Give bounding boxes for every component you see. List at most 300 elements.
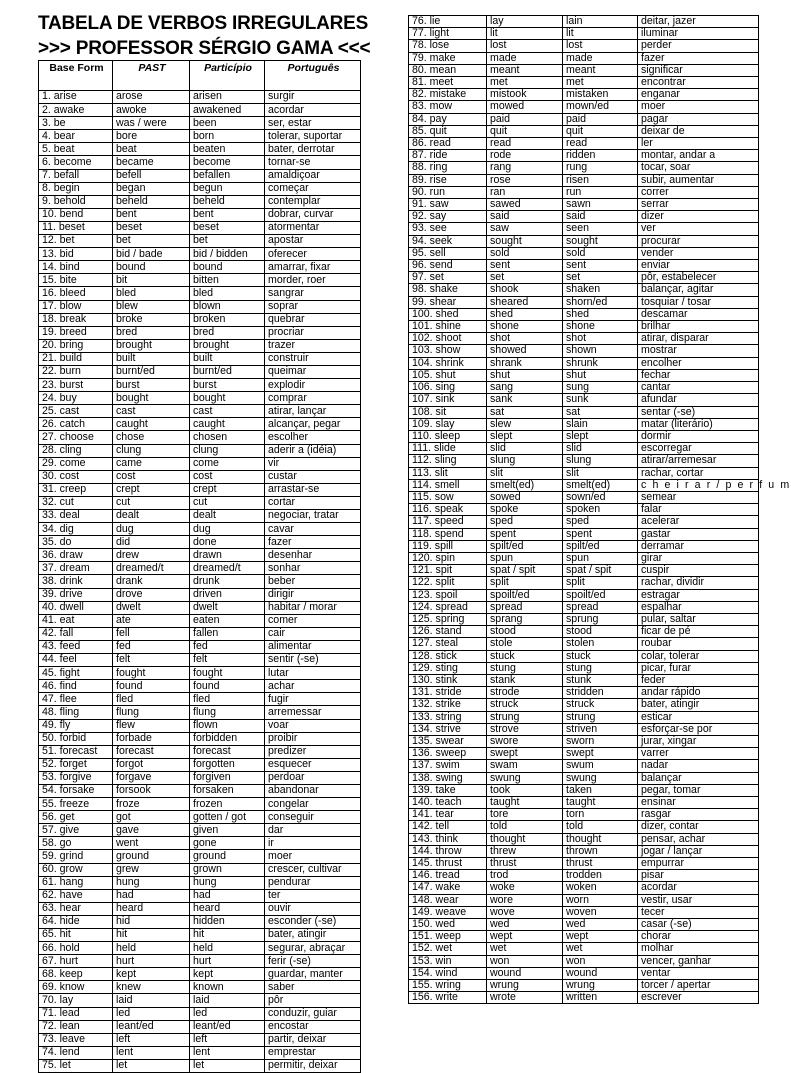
verb-base-form: 18. break: [39, 313, 113, 326]
verb-portuguese: comprar: [265, 392, 361, 405]
verb-base-form: 111. slide: [409, 443, 487, 455]
verb-base-form: 147. wake: [409, 882, 487, 894]
verb-base-form: 46. find: [39, 680, 113, 693]
verb-past: beheld: [113, 195, 190, 208]
verb-base-form: 58. go: [39, 837, 113, 850]
table-row: [39, 248, 361, 261]
verb-participle: wept: [563, 931, 638, 943]
verb-participle: slept: [563, 430, 638, 442]
verb-past: clung: [113, 444, 190, 457]
table-row: [39, 313, 361, 326]
verb-base-form: 153. win: [409, 955, 487, 967]
verb-past: did: [113, 536, 190, 549]
verb-portuguese: sangrar: [265, 287, 361, 300]
verb-portuguese: pular, saltar: [638, 613, 759, 625]
verb-past: forgave: [113, 771, 190, 784]
verb-participle: slain: [563, 418, 638, 430]
table-row: [39, 274, 361, 287]
verb-base-form: 8. begin: [39, 182, 113, 195]
table-row: [409, 931, 759, 943]
verb-participle: fed: [190, 640, 265, 653]
verb-portuguese: rasgar: [638, 809, 759, 821]
verb-base-form: 140. teach: [409, 797, 487, 809]
verb-base-form: 6. become: [39, 156, 113, 169]
table-row: [39, 1059, 361, 1072]
verb-past: slept: [487, 430, 563, 442]
verb-participle: lit: [563, 28, 638, 40]
verb-participle: spoilt/ed: [563, 589, 638, 601]
verb-base-form: 154. wind: [409, 967, 487, 979]
verb-base-form: 66. hold: [39, 942, 113, 955]
verb-participle: lent: [190, 1046, 265, 1059]
verb-portuguese: explodir: [265, 379, 361, 392]
verb-participle: mistaken: [563, 89, 638, 101]
verb-portuguese: molhar: [638, 943, 759, 955]
table-row: [409, 357, 759, 369]
verb-base-form: 23. burst: [39, 379, 113, 392]
table-row: [39, 994, 361, 1007]
verb-portuguese: lutar: [265, 667, 361, 680]
verb-past: read: [487, 138, 563, 150]
table-row: [409, 28, 759, 40]
verb-base-form: 1. arise: [39, 91, 113, 104]
verb-participle: forbidden: [190, 732, 265, 745]
verb-past: paid: [487, 113, 563, 125]
verb-base-form: 79. make: [409, 52, 487, 64]
verb-portuguese: começar: [265, 182, 361, 195]
verb-portuguese: ler: [638, 138, 759, 150]
table-row: [409, 601, 759, 613]
table-row: [39, 719, 361, 732]
verb-base-form: 122. split: [409, 577, 487, 589]
verb-base-form: 126. stand: [409, 626, 487, 638]
verb-base-form: 17. blow: [39, 300, 113, 313]
verb-past: bid / bade: [113, 248, 190, 261]
verb-portuguese: encolher: [638, 357, 759, 369]
verb-past: began: [113, 182, 190, 195]
verb-participle: stood: [563, 626, 638, 638]
table-row: [39, 496, 361, 509]
verb-participle: burnt/ed: [190, 365, 265, 378]
verb-participle: become: [190, 156, 265, 169]
table-row: [39, 889, 361, 902]
verb-base-form: 68. keep: [39, 968, 113, 981]
verb-participle: lain: [563, 16, 638, 28]
verb-participle: smelt(ed): [563, 479, 638, 491]
verb-participle: sawn: [563, 199, 638, 211]
verb-base-form: 92. say: [409, 211, 487, 223]
verb-portuguese: custar: [265, 470, 361, 483]
table-row: [39, 91, 361, 104]
verb-participle: fallen: [190, 627, 265, 640]
verb-portuguese: espalhar: [638, 601, 759, 613]
verb-portuguese: dirigir: [265, 588, 361, 601]
verb-portuguese: quebrar: [265, 313, 361, 326]
verb-past: told: [487, 821, 563, 833]
verb-past: strung: [487, 711, 563, 723]
verb-base-form: 148. wear: [409, 894, 487, 906]
verb-participle: woven: [563, 906, 638, 918]
verb-participle: seen: [563, 223, 638, 235]
verb-base-form: 90. run: [409, 186, 487, 198]
verb-participle: given: [190, 824, 265, 837]
verb-past: mowed: [487, 101, 563, 113]
table-row: [409, 138, 759, 150]
verb-portuguese: escrever: [638, 992, 759, 1004]
verb-base-form: 76. lie: [409, 16, 487, 28]
table-row: [409, 565, 759, 577]
table-row: [39, 929, 361, 942]
verb-past: bent: [113, 208, 190, 221]
verb-participle: bled: [190, 287, 265, 300]
table-row: [409, 272, 759, 284]
table-row: [39, 562, 361, 575]
verb-portuguese: proibir: [265, 732, 361, 745]
verb-base-form: 21. build: [39, 352, 113, 365]
verb-participle: sold: [563, 247, 638, 259]
table-row: [409, 674, 759, 686]
verb-portuguese: partir, deixar: [265, 1033, 361, 1046]
verb-participle: sown/ed: [563, 491, 638, 503]
verb-base-form: 133. string: [409, 711, 487, 723]
verb-participle: forsaken: [190, 784, 265, 797]
table-row: [409, 284, 759, 296]
verb-base-form: 14. bind: [39, 261, 113, 274]
table-row: [409, 333, 759, 345]
table-row: [39, 614, 361, 627]
verb-base-form: 74. lend: [39, 1046, 113, 1059]
verb-participle: clung: [190, 444, 265, 457]
verb-base-form: 124. spread: [409, 601, 487, 613]
verb-table-left: [38, 60, 361, 1073]
verb-base-form: 108. sit: [409, 406, 487, 418]
verb-past: gave: [113, 824, 190, 837]
verb-base-form: 102. shoot: [409, 333, 487, 345]
verb-base-form: 55. freeze: [39, 798, 113, 811]
verb-past: rose: [487, 174, 563, 186]
verb-participle: built: [190, 352, 265, 365]
verb-base-form: 130. stink: [409, 674, 487, 686]
verb-base-form: 119. spill: [409, 540, 487, 552]
verb-portuguese: alimentar: [265, 640, 361, 653]
table-row: [409, 723, 759, 735]
verb-past: ate: [113, 614, 190, 627]
verb-participle: spoken: [563, 504, 638, 516]
table-row: [39, 680, 361, 693]
verb-portuguese: sentar (-se): [638, 406, 759, 418]
verb-past: had: [113, 889, 190, 902]
verb-participle: sworn: [563, 735, 638, 747]
verb-portuguese: nadar: [638, 760, 759, 772]
verb-participle: shut: [563, 369, 638, 381]
verb-portuguese: esquecer: [265, 758, 361, 771]
verb-portuguese: jogar / lançar: [638, 845, 759, 857]
verb-participle: swum: [563, 760, 638, 772]
verb-base-form: 12. bet: [39, 235, 113, 248]
verb-portuguese: ver: [638, 223, 759, 235]
table-row: [39, 365, 361, 378]
verb-participle: thrown: [563, 845, 638, 857]
verb-past: thought: [487, 833, 563, 845]
verb-participle: bound: [190, 261, 265, 274]
verb-past: sought: [487, 235, 563, 247]
verb-participle: split: [563, 577, 638, 589]
verb-past: sent: [487, 260, 563, 272]
verb-portuguese: significar: [638, 64, 759, 76]
verb-participle: bid / bidden: [190, 248, 265, 261]
verb-participle: torn: [563, 809, 638, 821]
verb-base-form: 61. hang: [39, 876, 113, 889]
table-row: [39, 667, 361, 680]
table-row: [409, 382, 759, 394]
table-row: [39, 182, 361, 195]
verb-participle: beaten: [190, 143, 265, 156]
verb-past: grew: [113, 863, 190, 876]
verb-past: spat / spit: [487, 565, 563, 577]
verb-past: drank: [113, 575, 190, 588]
verb-participle: sprung: [563, 613, 638, 625]
verb-past: bought: [113, 392, 190, 405]
verb-participle: stridden: [563, 687, 638, 699]
verb-portuguese: negociar, tratar: [265, 510, 361, 523]
verb-base-form: 145. thrust: [409, 858, 487, 870]
table-row: [39, 536, 361, 549]
verb-past: swam: [487, 760, 563, 772]
table-row: [409, 211, 759, 223]
verb-portuguese: contemplar: [265, 195, 361, 208]
table-row: [409, 64, 759, 76]
verb-base-form: 155. wring: [409, 980, 487, 992]
verb-past: dreamed/t: [113, 562, 190, 575]
verb-base-form: 3. be: [39, 117, 113, 130]
verb-participle: brought: [190, 339, 265, 352]
verb-participle: driven: [190, 588, 265, 601]
table-row: [39, 1007, 361, 1020]
verb-portuguese: fechar: [638, 369, 759, 381]
verb-portuguese: aderir a (idéia): [265, 444, 361, 457]
verb-base-form: 94. seek: [409, 235, 487, 247]
verb-participle: blown: [190, 300, 265, 313]
verb-portuguese: tecer: [638, 906, 759, 918]
verb-portuguese: jurar, xingar: [638, 735, 759, 747]
verb-base-form: 85. quit: [409, 125, 487, 137]
verb-participle: gone: [190, 837, 265, 850]
verb-portuguese: estragar: [638, 589, 759, 601]
verb-participle: spent: [563, 528, 638, 540]
verb-past: ground: [113, 850, 190, 863]
table-row: [39, 470, 361, 483]
verb-participle: lost: [563, 40, 638, 52]
verb-base-form: 63. hear: [39, 902, 113, 915]
verb-past: beat: [113, 143, 190, 156]
verb-participle: cost: [190, 470, 265, 483]
verb-participle: swept: [563, 748, 638, 760]
verb-past: dealt: [113, 510, 190, 523]
verb-portuguese: escorregar: [638, 443, 759, 455]
verb-past: sank: [487, 394, 563, 406]
verb-base-form: 138. swing: [409, 772, 487, 784]
verb-participle: begun: [190, 182, 265, 195]
verb-participle: burst: [190, 379, 265, 392]
table-row: [409, 943, 759, 955]
verb-portuguese: pendurar: [265, 876, 361, 889]
verb-participle: ridden: [563, 150, 638, 162]
verb-base-form: 51. forecast: [39, 745, 113, 758]
verb-base-form: 132. strike: [409, 699, 487, 711]
verb-past: shook: [487, 284, 563, 296]
verb-past: rang: [487, 162, 563, 174]
verb-participle: thrust: [563, 858, 638, 870]
verb-base-form: 96. send: [409, 260, 487, 272]
verb-portuguese: alcançar, pegar: [265, 418, 361, 431]
table-row: [409, 77, 759, 89]
verb-base-form: 4. bear: [39, 130, 113, 143]
verb-participle: frozen: [190, 798, 265, 811]
verb-participle: ground: [190, 850, 265, 863]
verb-base-form: 118. spend: [409, 528, 487, 540]
verb-past: threw: [487, 845, 563, 857]
verb-past: lost: [487, 40, 563, 52]
verb-portuguese: iluminar: [638, 28, 759, 40]
verb-portuguese: ouvir: [265, 902, 361, 915]
table-row: [409, 199, 759, 211]
table-row: [409, 967, 759, 979]
table-row: [409, 577, 759, 589]
verb-past: slit: [487, 467, 563, 479]
table-row: [39, 627, 361, 640]
table-row: [39, 221, 361, 234]
table-row: [39, 510, 361, 523]
verb-past: made: [487, 52, 563, 64]
verb-participle: shed: [563, 308, 638, 320]
verb-base-form: 49. fly: [39, 719, 113, 732]
verb-participle: broken: [190, 313, 265, 326]
verb-portuguese: ter: [265, 889, 361, 902]
verb-base-form: 48. fling: [39, 706, 113, 719]
table-row: [409, 894, 759, 906]
verb-base-form: 95. sell: [409, 247, 487, 259]
verb-participle: dug: [190, 523, 265, 536]
verb-past: bore: [113, 130, 190, 143]
verb-participle: met: [563, 77, 638, 89]
verb-participle: meant: [563, 64, 638, 76]
verb-portuguese: arremessar: [265, 706, 361, 719]
verb-past: was / were: [113, 117, 190, 130]
verb-base-form: 13. bid: [39, 248, 113, 261]
verb-participle: gotten / got: [190, 811, 265, 824]
verb-base-form: 71. lead: [39, 1007, 113, 1020]
verb-base-form: 47. flee: [39, 693, 113, 706]
verb-participle: forgotten: [190, 758, 265, 771]
verb-portuguese: vender: [638, 247, 759, 259]
verb-past: drove: [113, 588, 190, 601]
verb-past: took: [487, 784, 563, 796]
verb-base-form: 151. weep: [409, 931, 487, 943]
verb-base-form: 84. pay: [409, 113, 487, 125]
verb-base-form: 78. lose: [409, 40, 487, 52]
verb-participle: fought: [190, 667, 265, 680]
verb-past: spoke: [487, 504, 563, 516]
verb-portuguese: atirar/arremesar: [638, 455, 759, 467]
verb-portuguese: cantar: [638, 382, 759, 394]
verb-participle: done: [190, 536, 265, 549]
verb-portuguese: amaldiçoar: [265, 169, 361, 182]
table-row: [409, 260, 759, 272]
verb-portuguese: procurar: [638, 235, 759, 247]
verb-base-form: 5. beat: [39, 143, 113, 156]
verb-base-form: 83. mow: [409, 101, 487, 113]
verb-base-form: 33. deal: [39, 510, 113, 523]
verb-portuguese: rachar, cortar: [638, 467, 759, 479]
verb-past: beset: [113, 221, 190, 234]
verb-past: quit: [487, 125, 563, 137]
verb-portuguese: encostar: [265, 1020, 361, 1033]
table-row: [39, 588, 361, 601]
verb-portuguese: tornar-se: [265, 156, 361, 169]
verb-participle: read: [563, 138, 638, 150]
table-row: [409, 369, 759, 381]
verb-base-form: 39. drive: [39, 588, 113, 601]
verb-participle: heard: [190, 902, 265, 915]
table-row: [39, 850, 361, 863]
verb-participle: spat / spit: [563, 565, 638, 577]
verb-past: bred: [113, 326, 190, 339]
verb-participle: swung: [563, 772, 638, 784]
table-row: [39, 195, 361, 208]
table-row: [409, 479, 759, 491]
verb-past: split: [487, 577, 563, 589]
verb-base-form: 136. sweep: [409, 748, 487, 760]
table-row: [39, 955, 361, 968]
verb-past: spilt/ed: [487, 540, 563, 552]
verb-portuguese: descamar: [638, 308, 759, 320]
verb-portuguese: trazer: [265, 339, 361, 352]
verb-portuguese: dizer, contar: [638, 821, 759, 833]
table-row: [409, 980, 759, 992]
verb-base-form: 101. shine: [409, 321, 487, 333]
verb-portuguese: torcer / apertar: [638, 980, 759, 992]
verb-past: sprang: [487, 613, 563, 625]
verb-portuguese: deitar, jazer: [638, 16, 759, 28]
verb-portuguese: emprestar: [265, 1046, 361, 1059]
verb-portuguese: matar (literário): [638, 418, 759, 430]
verb-past: strode: [487, 687, 563, 699]
verb-participle: won: [563, 955, 638, 967]
verb-portuguese: segurar, abraçar: [265, 942, 361, 955]
verb-base-form: 128. stick: [409, 650, 487, 662]
verb-base-form: 40. dwell: [39, 601, 113, 614]
verb-past: fought: [113, 667, 190, 680]
table-row: [409, 650, 759, 662]
verb-past: chose: [113, 431, 190, 444]
verb-portuguese: cair: [265, 627, 361, 640]
verb-past: spent: [487, 528, 563, 540]
table-row: [39, 235, 361, 248]
verb-past: slung: [487, 455, 563, 467]
verb-participle: flung: [190, 706, 265, 719]
verb-portuguese: acordar: [638, 882, 759, 894]
verb-portuguese: vencer, ganhar: [638, 955, 759, 967]
verb-base-form: 106. sing: [409, 382, 487, 394]
verb-past: sheared: [487, 296, 563, 308]
verb-portuguese: crescer, cultivar: [265, 863, 361, 876]
verb-portuguese: perder: [638, 40, 759, 52]
table-row: [409, 772, 759, 784]
table-row: [39, 300, 361, 313]
verb-base-form: 98. shake: [409, 284, 487, 296]
verb-portuguese: achar: [265, 680, 361, 693]
verb-past: became: [113, 156, 190, 169]
